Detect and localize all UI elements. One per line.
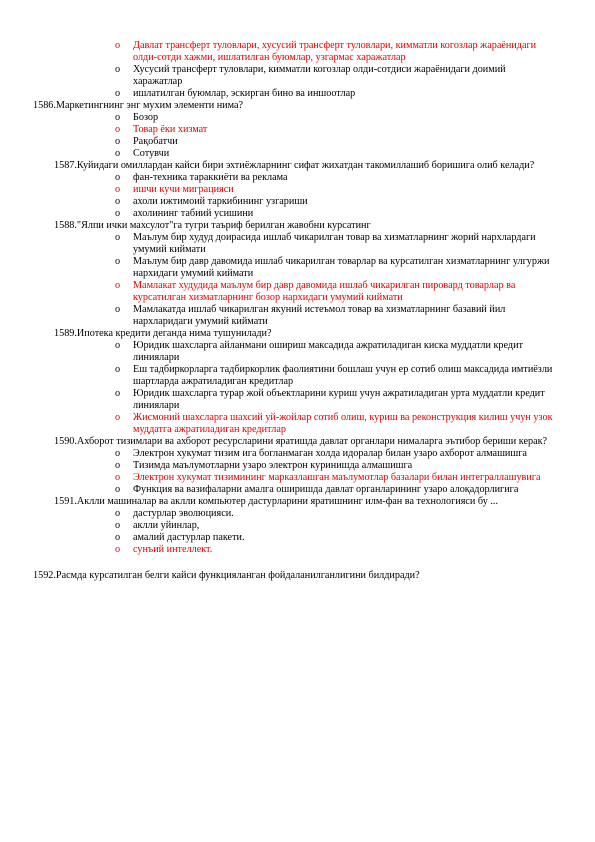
bullet-icon: o (115, 544, 121, 555)
answer-option-correct (0, 412, 595, 436)
option-text: Маълум бир худуд доирасида ишлаб чикарилган товар ва хизматларнинг жорий нархлардаги умумий киймати (133, 232, 536, 255)
bullet-icon: o (115, 508, 121, 519)
answer-option (0, 136, 595, 148)
option-text: ахоли ижтимоий таркибининг узгариши (133, 196, 308, 207)
question-number: 1586. (33, 100, 56, 111)
bullet-icon: o (115, 184, 121, 195)
pre-options-list (0, 40, 595, 100)
bullet-icon: o (115, 148, 121, 159)
options-list (0, 340, 595, 436)
bullet-icon: o (115, 364, 121, 375)
question-text: Расмда курсатилган белги кайси функцияланган фойдаланилганлигини билдиради? (55, 570, 420, 581)
bullet-icon: o (115, 172, 121, 183)
option-text: Мамлакатда ишлаб чикарилган якуний истеъмол товар ва хизматларнинг базавий йил нархларидаги умумий киймати (133, 304, 506, 327)
answer-option (0, 172, 595, 184)
option-text: фан-техника тараккиёти ва реклама (133, 172, 288, 183)
option-text: Электрон хукумат тизимининг марказлашган маълумотлар базалари билан интеграллашувига (133, 472, 541, 483)
option-text: ишлатилган буюмлар, эскирган бино ва иншоотлар (133, 88, 356, 99)
bullet-icon: o (115, 448, 121, 459)
question-text: Ипотека кредити деганда нима тушунилади? (76, 328, 272, 339)
question-number: 1592. (33, 570, 56, 581)
answer-option (0, 88, 595, 100)
question-number: 1588. (54, 220, 77, 231)
option-text: Хусусий трансферт туловлари, кимматли когозлар олди-сотдиси жарaёнидаги доимий харажатлар (133, 64, 506, 87)
answer-option (0, 364, 595, 388)
question-text: Куйидаги омиллардан кайси бири эхтиёжларнинг сифат жихатдан такомиллашиб боришига олиб келади? (76, 160, 535, 171)
bullet-icon: o (115, 196, 121, 207)
option-text: Бозор (133, 112, 159, 123)
option-text: Сотувчи (133, 148, 170, 159)
answer-option-correct (0, 40, 595, 64)
answer-option-correct (0, 280, 595, 304)
option-text: Рақобатчи (133, 136, 178, 147)
bullet-icon: o (115, 520, 121, 531)
option-text: Юридик шахсларга турар жой объектларини куриш учун ажратиладиган урта муддатли кредит линиялари (133, 388, 545, 411)
answer-option (0, 520, 595, 532)
bullet-icon: o (115, 388, 121, 399)
bullet-icon: o (115, 112, 121, 123)
answer-option (0, 208, 595, 220)
option-text: Функция ва вазифаларни амалга оширишда давлат органларининг узаро алоқадорлигига (133, 484, 519, 495)
answer-option (0, 460, 595, 472)
bullet-icon: o (115, 484, 121, 495)
option-text: ахолининг табиий усишини (133, 208, 254, 219)
question-text: Ахборот тизимлари ва ахборот ресурсларини яратишда давлат органлари нималарга эътибор бериши керак? (76, 436, 548, 447)
answer-option (0, 532, 595, 544)
question-1591 (0, 496, 595, 508)
answer-option (0, 196, 595, 208)
question-1592 (0, 570, 595, 582)
bullet-icon: o (115, 304, 121, 315)
bullet-icon: o (115, 472, 121, 483)
answer-option (0, 304, 595, 328)
answer-option (0, 64, 595, 88)
option-text: дастурлар эволюцияси. (133, 508, 234, 519)
answer-option (0, 508, 595, 520)
option-text: амалий дастурлар пакети. (133, 532, 245, 543)
bullet-icon: o (115, 460, 121, 471)
bullet-icon: o (115, 208, 121, 219)
options-list (0, 508, 595, 556)
bullet-icon: o (115, 136, 121, 147)
option-text: Давлат трансферт туловлари, хусусий трансферт туловлари, кимматли когозлар жарaёнидаги олди-сотди хaжми, ишлатилган буюмлар, узгармас харажатлар (133, 40, 537, 63)
questions-list (0, 100, 595, 582)
options-list (0, 172, 595, 220)
answer-option-correct (0, 184, 595, 196)
bullet-icon: o (115, 532, 121, 543)
options-list (0, 112, 595, 160)
option-text: Тизимда маълумотларни узаро электрон куринишда алмашишга (133, 460, 413, 471)
question-text: Маркетингнинг энг мухим элементи нима? (55, 100, 244, 111)
answer-option-correct (0, 472, 595, 484)
question-number: 1589. (54, 328, 77, 339)
question-1586 (0, 100, 595, 112)
question-text: Аклли машиналар ва аклли компьютер дастурларини яратишнинг илм-фан ва технологияси бу ... (76, 496, 498, 507)
options-list (0, 232, 595, 328)
question-1588 (0, 220, 595, 232)
answer-option (0, 112, 595, 124)
question-number: 1591. (54, 496, 77, 507)
question-number: 1590. (54, 436, 77, 447)
answer-option (0, 484, 595, 496)
answer-option (0, 148, 595, 160)
answer-option (0, 448, 595, 460)
answer-option (0, 232, 595, 256)
bullet-icon: o (115, 40, 121, 51)
option-text: ишчи кучи миграцияси (133, 184, 234, 195)
question-1589 (0, 328, 595, 340)
answer-option (0, 340, 595, 364)
option-text: Жисмоний шахсларга шахсий уй-жойлар сотиб олиш, куриш ва реконструкция килиш учун узок муддатга ажратиладиган кредитлар (133, 412, 553, 435)
option-text: Товар ёки хизмат (133, 124, 208, 135)
question-number: 1587. (54, 160, 77, 171)
answer-option (0, 256, 595, 280)
option-text: Электрон хукумат тизим ига богланмаган холда идоралар билан узаро ахборот алмашишга (133, 448, 527, 459)
question-1587 (0, 160, 595, 172)
option-text: Юридик шахсларга айланмани ошириш максадида ажратиладиган киска муддатли кредит линиялари (133, 340, 524, 363)
option-text: Еш тадбиркорларга тадбиркорлик фаолиятини бошлаш учун ер сотиб олиш максадида имтиёзли шартларда ажратиладиган кредитлар (133, 364, 553, 387)
bullet-icon: o (115, 412, 121, 423)
answer-option-correct (0, 544, 595, 556)
answer-option (0, 388, 595, 412)
option-text: сунъий интеллект. (133, 544, 213, 555)
bullet-icon: o (115, 340, 121, 351)
question-1590 (0, 436, 595, 448)
question-text: "Ялпи ички махсулот"га тугри таъриф берилган жавобни курсатинг (76, 220, 371, 231)
answer-option-correct (0, 124, 595, 136)
option-text: Мамлакат худудида маълум бир давр давомида ишлаб чикарилган пировард товарлар ва курсатилган хизматларнинг бозор нархидаги умумий киймати (133, 280, 516, 303)
options-list (0, 448, 595, 496)
bullet-icon: o (115, 280, 121, 291)
option-text: Маълум бир давр давомида ишлаб чикарилган товарлар ва курсатилган хизматларнинг улгуржи нархидаги умумий киймати (133, 256, 550, 279)
bullet-icon: o (115, 124, 121, 135)
bullet-icon: o (115, 232, 121, 243)
document-page (0, 40, 595, 582)
bullet-icon: o (115, 256, 121, 267)
bullet-icon: o (115, 64, 121, 75)
bullet-icon: o (115, 88, 121, 99)
option-text: аклли уйинлар, (133, 520, 200, 531)
